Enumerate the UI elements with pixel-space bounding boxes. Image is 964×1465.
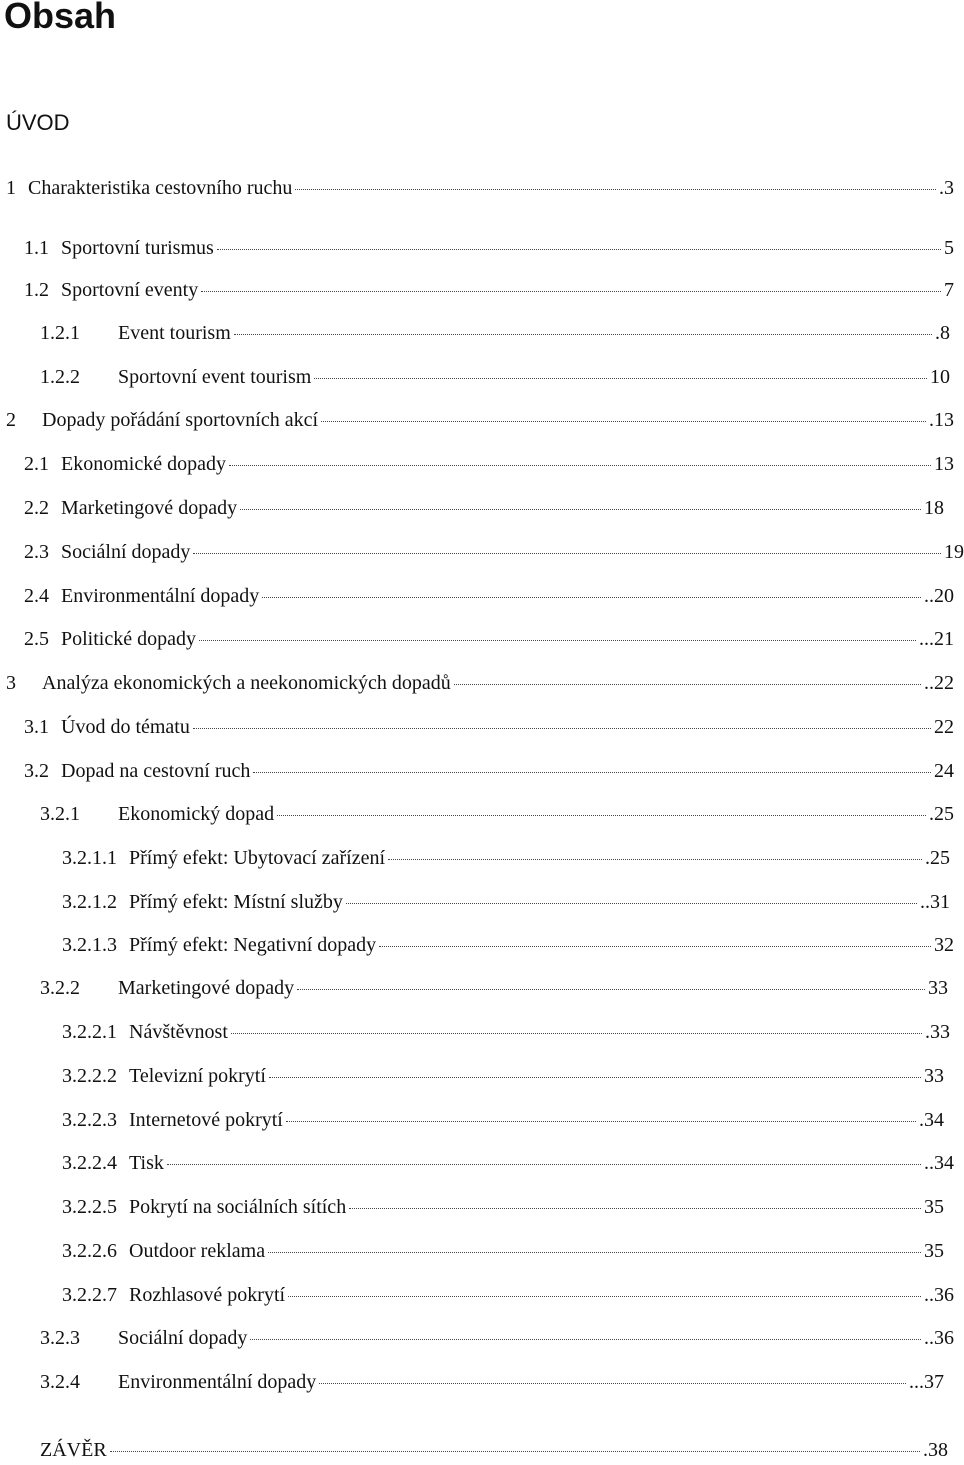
toc-entry-label: Ekonomický dopad	[118, 803, 275, 825]
toc-entry-page-number: 22	[934, 716, 954, 738]
dot-leader	[234, 334, 932, 335]
dot-leader	[388, 859, 922, 860]
toc-entry-number: 3.2.2.6	[62, 1240, 117, 1262]
toc-entry-page-number: 33	[924, 1065, 944, 1087]
toc-entry-page-number: 13	[934, 453, 954, 475]
dot-leader	[240, 509, 921, 510]
dot-leader	[253, 772, 931, 773]
toc-entry-page-number: ..20	[924, 585, 954, 607]
dot-leader	[319, 1383, 906, 1384]
toc-entry-label: Ekonomické dopady	[61, 453, 226, 475]
toc-entry[interactable]	[24, 756, 954, 786]
toc-entry-number: 3.2.2	[40, 977, 80, 999]
dot-leader	[199, 640, 916, 641]
dot-leader	[250, 1339, 921, 1340]
toc-entry-page-number: ..31	[920, 891, 950, 913]
page-title: Obsah	[4, 0, 117, 36]
toc-entry[interactable]	[24, 624, 954, 654]
toc-entry[interactable]	[62, 1105, 944, 1135]
dot-leader	[167, 1164, 921, 1165]
toc-entry-label: Analýza ekonomických a neekonomických dopadů	[42, 672, 451, 694]
toc-entry[interactable]	[24, 493, 944, 523]
toc-entry-number: 1.2.2	[40, 366, 80, 388]
toc-entry-page-number: ..36	[924, 1327, 954, 1349]
toc-entry-number: 3.2.2.4	[62, 1152, 117, 1174]
toc-entry-label: ZÁVĚR	[40, 1439, 107, 1461]
toc-entry-page-number: .13	[929, 409, 954, 431]
toc-entry-page-number: 7	[944, 279, 954, 301]
toc-entry-number: 2.5	[24, 628, 49, 650]
toc-entry-page-number: .38	[923, 1439, 948, 1461]
toc-entry-label: Environmentální dopady	[61, 585, 260, 607]
toc-entry-label: Rozhlasové pokrytí	[129, 1284, 286, 1306]
toc-entry-page-number: ...37	[909, 1371, 944, 1393]
toc-entry[interactable]	[24, 275, 954, 305]
toc-entry-page-number: .25	[925, 847, 950, 869]
toc-entry[interactable]	[24, 537, 964, 567]
toc-entry-page-number: .33	[925, 1021, 950, 1043]
toc-entry[interactable]	[6, 173, 954, 203]
toc-entry-page-number: 33	[928, 977, 948, 999]
toc-entry-label: Přímý efekt: Ubytovací zařízení	[129, 847, 386, 869]
toc-entry-page-number: .34	[919, 1109, 944, 1131]
toc-entry[interactable]	[62, 1280, 954, 1310]
toc-entry-page-number: ...21	[919, 628, 954, 650]
toc-entry-label: Politické dopady	[61, 628, 196, 650]
toc-entry-number: 1.1	[24, 237, 49, 259]
toc-entry-page-number: ..34	[924, 1152, 954, 1174]
toc-entry[interactable]	[40, 973, 948, 1003]
toc-entry[interactable]	[40, 1323, 954, 1353]
toc-entry-number: 1.2	[24, 279, 49, 301]
toc-entry-label: Televizní pokrytí	[129, 1065, 266, 1087]
dot-leader	[277, 815, 926, 816]
toc-entry[interactable]	[40, 318, 950, 348]
toc-entry[interactable]	[62, 1017, 950, 1047]
toc-entry-label: Sportovní eventy	[61, 279, 199, 301]
toc-entry-number: 1.2.1	[40, 322, 80, 344]
toc-entry-page-number: .25	[929, 803, 954, 825]
toc-entry-label: Sportovní event tourism	[118, 366, 312, 388]
toc-entry-label: Charakteristika cestovního ruchu	[28, 177, 293, 199]
dot-leader	[346, 903, 917, 904]
toc-entry-label: Marketingové dopady	[118, 977, 295, 999]
dot-leader	[193, 553, 941, 554]
dot-leader	[217, 249, 941, 250]
dot-leader	[288, 1296, 921, 1297]
toc-entry-label: Outdoor reklama	[129, 1240, 266, 1262]
toc-entry-number: 3.2	[24, 760, 49, 782]
toc-entry-page-number: ..22	[924, 672, 954, 694]
toc-entry[interactable]	[24, 581, 954, 611]
toc-entry-label: Dopady pořádání sportovních akcí	[42, 409, 319, 431]
toc-entry-page-number: ..36	[924, 1284, 954, 1306]
toc-entry-page-number: .8	[935, 322, 950, 344]
toc-entry-number: 2.3	[24, 541, 49, 563]
dot-leader	[295, 189, 936, 190]
toc-entry[interactable]	[62, 1236, 944, 1266]
toc-entry-number: 3.2.1.1	[62, 847, 117, 869]
toc-entry-label: Přímý efekt: Místní služby	[129, 891, 343, 913]
toc-entry[interactable]	[40, 1367, 944, 1397]
toc-entry-number: 3.2.2.5	[62, 1196, 117, 1218]
toc-entry-number: 2.2	[24, 497, 49, 519]
toc-entry[interactable]	[62, 1192, 944, 1222]
toc-entry-label: Marketingové dopady	[61, 497, 238, 519]
dot-leader	[349, 1208, 921, 1209]
toc-entry-number: 3.1	[24, 716, 49, 738]
toc-entry-number: 3.2.2.1	[62, 1021, 117, 1043]
dot-leader	[297, 989, 925, 990]
toc-entry-number: 3.2.1.2	[62, 891, 117, 913]
toc-entry[interactable]	[62, 843, 950, 873]
toc-entry[interactable]	[62, 930, 954, 960]
toc-entry-page-number: 5	[944, 237, 954, 259]
dot-leader	[286, 1121, 916, 1122]
toc-entry[interactable]	[24, 712, 954, 742]
dot-leader	[262, 597, 921, 598]
toc-entry-page-number: 32	[934, 934, 954, 956]
toc-entry[interactable]	[6, 668, 954, 698]
toc-entry-number: 3.2.3	[40, 1327, 80, 1349]
toc-entry[interactable]	[24, 233, 954, 263]
toc-entry-label: Sociální dopady	[118, 1327, 248, 1349]
toc-entry-number: 2	[6, 409, 16, 431]
dot-leader	[268, 1252, 921, 1253]
toc-entry[interactable]	[62, 1061, 944, 1091]
toc-entry-number: 1	[6, 177, 16, 199]
toc-entry[interactable]	[24, 449, 954, 479]
toc-entry-page-number: 35	[924, 1240, 944, 1262]
toc-entry-label: Úvod do tématu	[61, 716, 190, 738]
toc-entry-page-number: 24	[934, 760, 954, 782]
toc-entry-label: Event tourism	[118, 322, 231, 344]
toc-entry-label: Environmentální dopady	[118, 1371, 317, 1393]
dot-leader	[229, 465, 931, 466]
toc-entry-intro[interactable]: ÚVOD	[6, 110, 70, 135]
toc-entry-label: Dopad na cestovní ruch	[61, 760, 251, 782]
toc-entry-number: 3.2.2.2	[62, 1065, 117, 1087]
toc-entry-label: Sportovní turismus	[61, 237, 214, 259]
toc-entry-label: Návštěvnost	[129, 1021, 228, 1043]
toc-entry-page-number: 19	[944, 541, 964, 563]
dot-leader	[379, 946, 931, 947]
dot-leader	[231, 1033, 922, 1034]
toc-entry-number: 3.2.1.3	[62, 934, 117, 956]
dot-leader	[454, 684, 921, 685]
dot-leader	[193, 728, 931, 729]
dot-leader	[269, 1077, 921, 1078]
toc-entry-label: Tisk	[129, 1152, 164, 1174]
toc-entry-number: 2.4	[24, 585, 49, 607]
dot-leader	[314, 378, 927, 379]
toc-entry-number: 3.2.4	[40, 1371, 80, 1393]
toc-entry[interactable]	[6, 405, 954, 435]
toc-entry-number: 3.2.2.7	[62, 1284, 117, 1306]
toc-entry-number: 2.1	[24, 453, 49, 475]
dot-leader	[201, 291, 941, 292]
toc-entry[interactable]	[62, 1148, 954, 1178]
toc-entry[interactable]	[40, 362, 950, 392]
toc-entry-label: Sociální dopady	[61, 541, 191, 563]
toc-entry[interactable]	[40, 799, 954, 829]
dot-leader	[321, 421, 926, 422]
toc-entry-page-number: 35	[924, 1196, 944, 1218]
toc-entry-number: 3	[6, 672, 16, 694]
dot-leader	[110, 1451, 920, 1452]
toc-entry-label: Pokrytí na sociálních sítích	[129, 1196, 347, 1218]
toc-entry-label: Internetové pokrytí	[129, 1109, 283, 1131]
toc-entry-number: 3.2.1	[40, 803, 80, 825]
toc-entry[interactable]	[62, 887, 950, 917]
toc-entry-page-number: 10	[930, 366, 950, 388]
toc-entry-page-number: .3	[939, 177, 954, 199]
toc-entry-label: Přímý efekt: Negativní dopady	[129, 934, 377, 956]
toc-entry-number: 3.2.2.3	[62, 1109, 117, 1131]
toc-entry[interactable]	[40, 1435, 948, 1465]
toc-entry-page-number: 18	[924, 497, 944, 519]
